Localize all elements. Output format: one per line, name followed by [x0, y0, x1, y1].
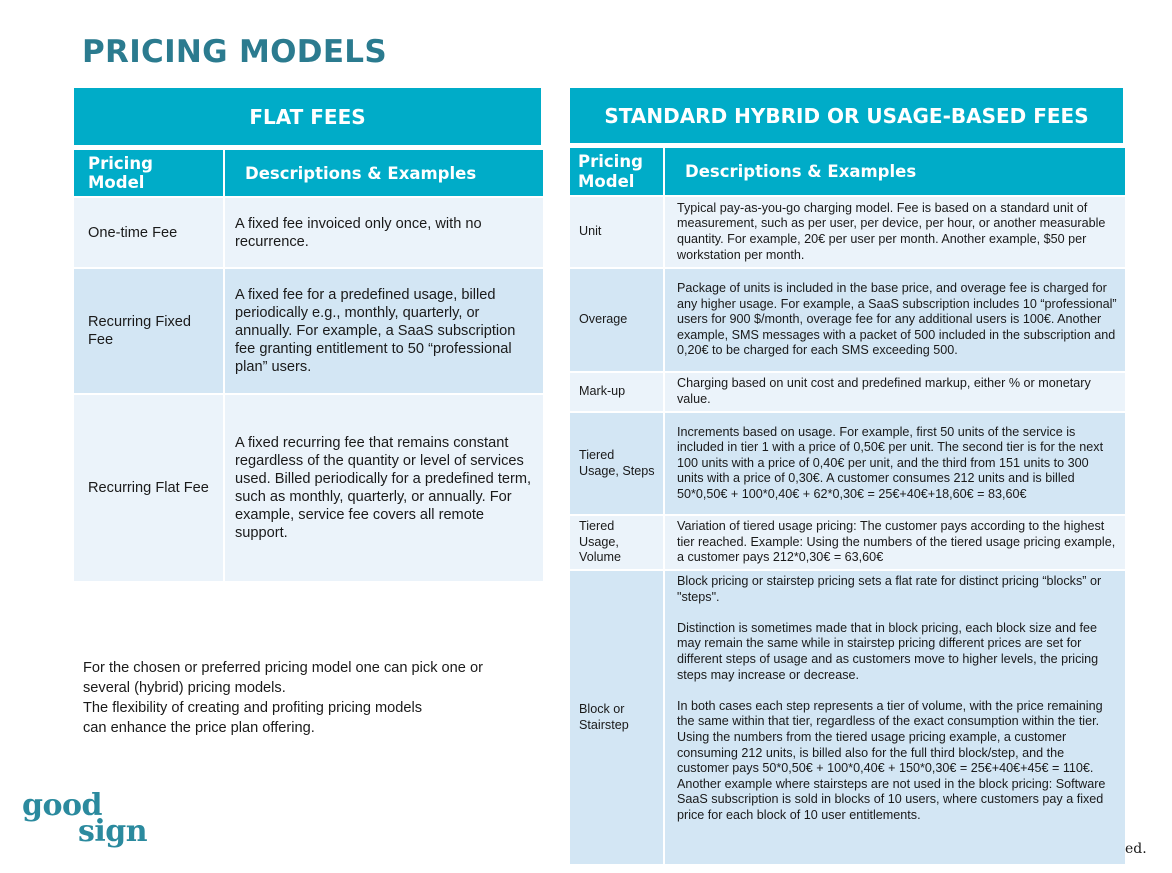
description-cell: Increments based on usage. For example, first 50 units of the service is included in tier 1 with a price of 0,50€ per unit. The second tier is for the next 100 units with a price of 0,40€ per unit, and the third from 151 units to 300 units with a price of 0,30€. A customer consumes 212 units and is billed 50*0,50€ + 100*0,40€ + 62*0,30€ = 25€+40€+18,60€ = 83,60€ [664, 412, 1126, 515]
description-cell: A fixed fee invoiced only once, with no recurrence. [224, 197, 544, 268]
description-cell: Variation of tiered usage pricing: The customer pays according to the highest tier reached. Example: Using the numbers of the tiered usage pricing example, a customer pays 212*0,30€ = 63,60€ [664, 515, 1126, 570]
description-paragraph: Block pricing or stairstep pricing sets a flat rate for distinct pricing “blocks” or "steps". [677, 574, 1102, 604]
description-cell: Typical pay-as-you-go charging model. Fee is based on a standard unit of measurement, such as per user, per device, per hour, or another measurable quantity. For example, 20€ per user per month. Another example, $50 per workstation per month. [664, 196, 1126, 268]
description-cell: A fixed fee for a predefined usage, billed periodically e.g., monthly, quarterly, or annually. For example, a SaaS subscription fee granting entitlement to 50 “professional plan” users. [224, 268, 544, 394]
description-cell: Charging based on unit cost and predefined markup, either % or monetary value. [664, 372, 1126, 412]
table-row [569, 570, 1126, 865]
description-paragraph: Distinction is sometimes made that in block pricing, each block size and fee may remain the same while in stairstep pricing different prices are set for different steps of usage and as customers move to higher levels, the pricing steps may increase or decrease. [677, 620, 1099, 682]
page-title: PRICING MODELS [82, 34, 387, 70]
goodsign-logo [22, 788, 162, 856]
table-header-row [73, 149, 544, 197]
hybrid-fees-banner: STANDARD HYBRID OR USAGE-BASED FEES [570, 88, 1123, 143]
pricing-model-cell: Overage [569, 268, 664, 372]
description-cell [664, 570, 1126, 865]
pricing-model-cell: Block or Stairstep [569, 570, 664, 865]
truncated-text: ed. [1125, 841, 1147, 857]
table-row [73, 394, 544, 582]
table-row [73, 268, 544, 394]
footnote-line: For the chosen or preferred pricing model one can pick one or [83, 660, 483, 676]
column-header-pricing-model: Pricing Model [73, 149, 224, 197]
footnote-line: can enhance the price plan offering. [83, 720, 315, 736]
table-header-row [569, 147, 1126, 196]
pricing-model-cell: Tiered Usage, Volume [569, 515, 664, 570]
column-header-description: Descriptions & Examples [664, 147, 1126, 196]
footnote-line: The flexibility of creating and profiting pricing models [83, 700, 423, 716]
flat-fees-banner: FLAT FEES [74, 88, 541, 145]
footnote [83, 658, 523, 738]
description-cell: A fixed recurring fee that remains constant regardless of the quantity or level of services used. Billed periodically for a predefined term, such as monthly, quarterly, or annually. For example, service fee covers all remote support. [224, 394, 544, 582]
footnote-line: several (hybrid) pricing models. [83, 680, 286, 696]
logo-text-good: good [22, 788, 102, 823]
pricing-model-cell: One-time Fee [73, 197, 224, 268]
description-cell: Package of units is included in the base price, and overage fee is charged for any higher usage. For example, a SaaS subscription includes 10 “professional” users for 900 $/month, overage fee for any additional users is 100€. Another example, SMS messages with a packet of 500 included in the subscription and 0,20€ to be charged for each SMS exceeding 500. [664, 268, 1126, 372]
table-row [569, 412, 1126, 515]
flat-fees-table [72, 148, 545, 583]
table-row [569, 268, 1126, 372]
table-row [569, 372, 1126, 412]
hybrid-fees-table [568, 146, 1127, 866]
pricing-model-cell: Recurring Fixed Fee [73, 268, 224, 394]
logo-text-sign: sign [78, 814, 148, 849]
description-paragraph: In both cases each step represents a tier of volume, with the price remaining the same within that tier, regardless of the exact consumption within the tier. Using the numbers from the tiered usage pricing example, a customer consuming 212 units, is billed also for the full third block/step, and the customer pays 50*0,50€ + 100*0,40€ + 150*0,30€ = 25€+40€+45€ = 110€. Another example where stairsteps are not used in the block pricing: Software SaaS subscription is sold in blocks of 10 users, where customers pay a fixed price for each block of 10 user entitlements. [677, 698, 1106, 822]
column-header-pricing-model: Pricing Model [569, 147, 664, 196]
table-row [569, 196, 1126, 268]
table-row [569, 515, 1126, 570]
column-header-description: Descriptions & Examples [224, 149, 544, 197]
pricing-model-cell: Mark-up [569, 372, 664, 412]
pricing-model-cell: Recurring Flat Fee [73, 394, 224, 582]
pricing-model-cell: Unit [569, 196, 664, 268]
pricing-model-cell: Tiered Usage, Steps [569, 412, 664, 515]
table-row [73, 197, 544, 268]
